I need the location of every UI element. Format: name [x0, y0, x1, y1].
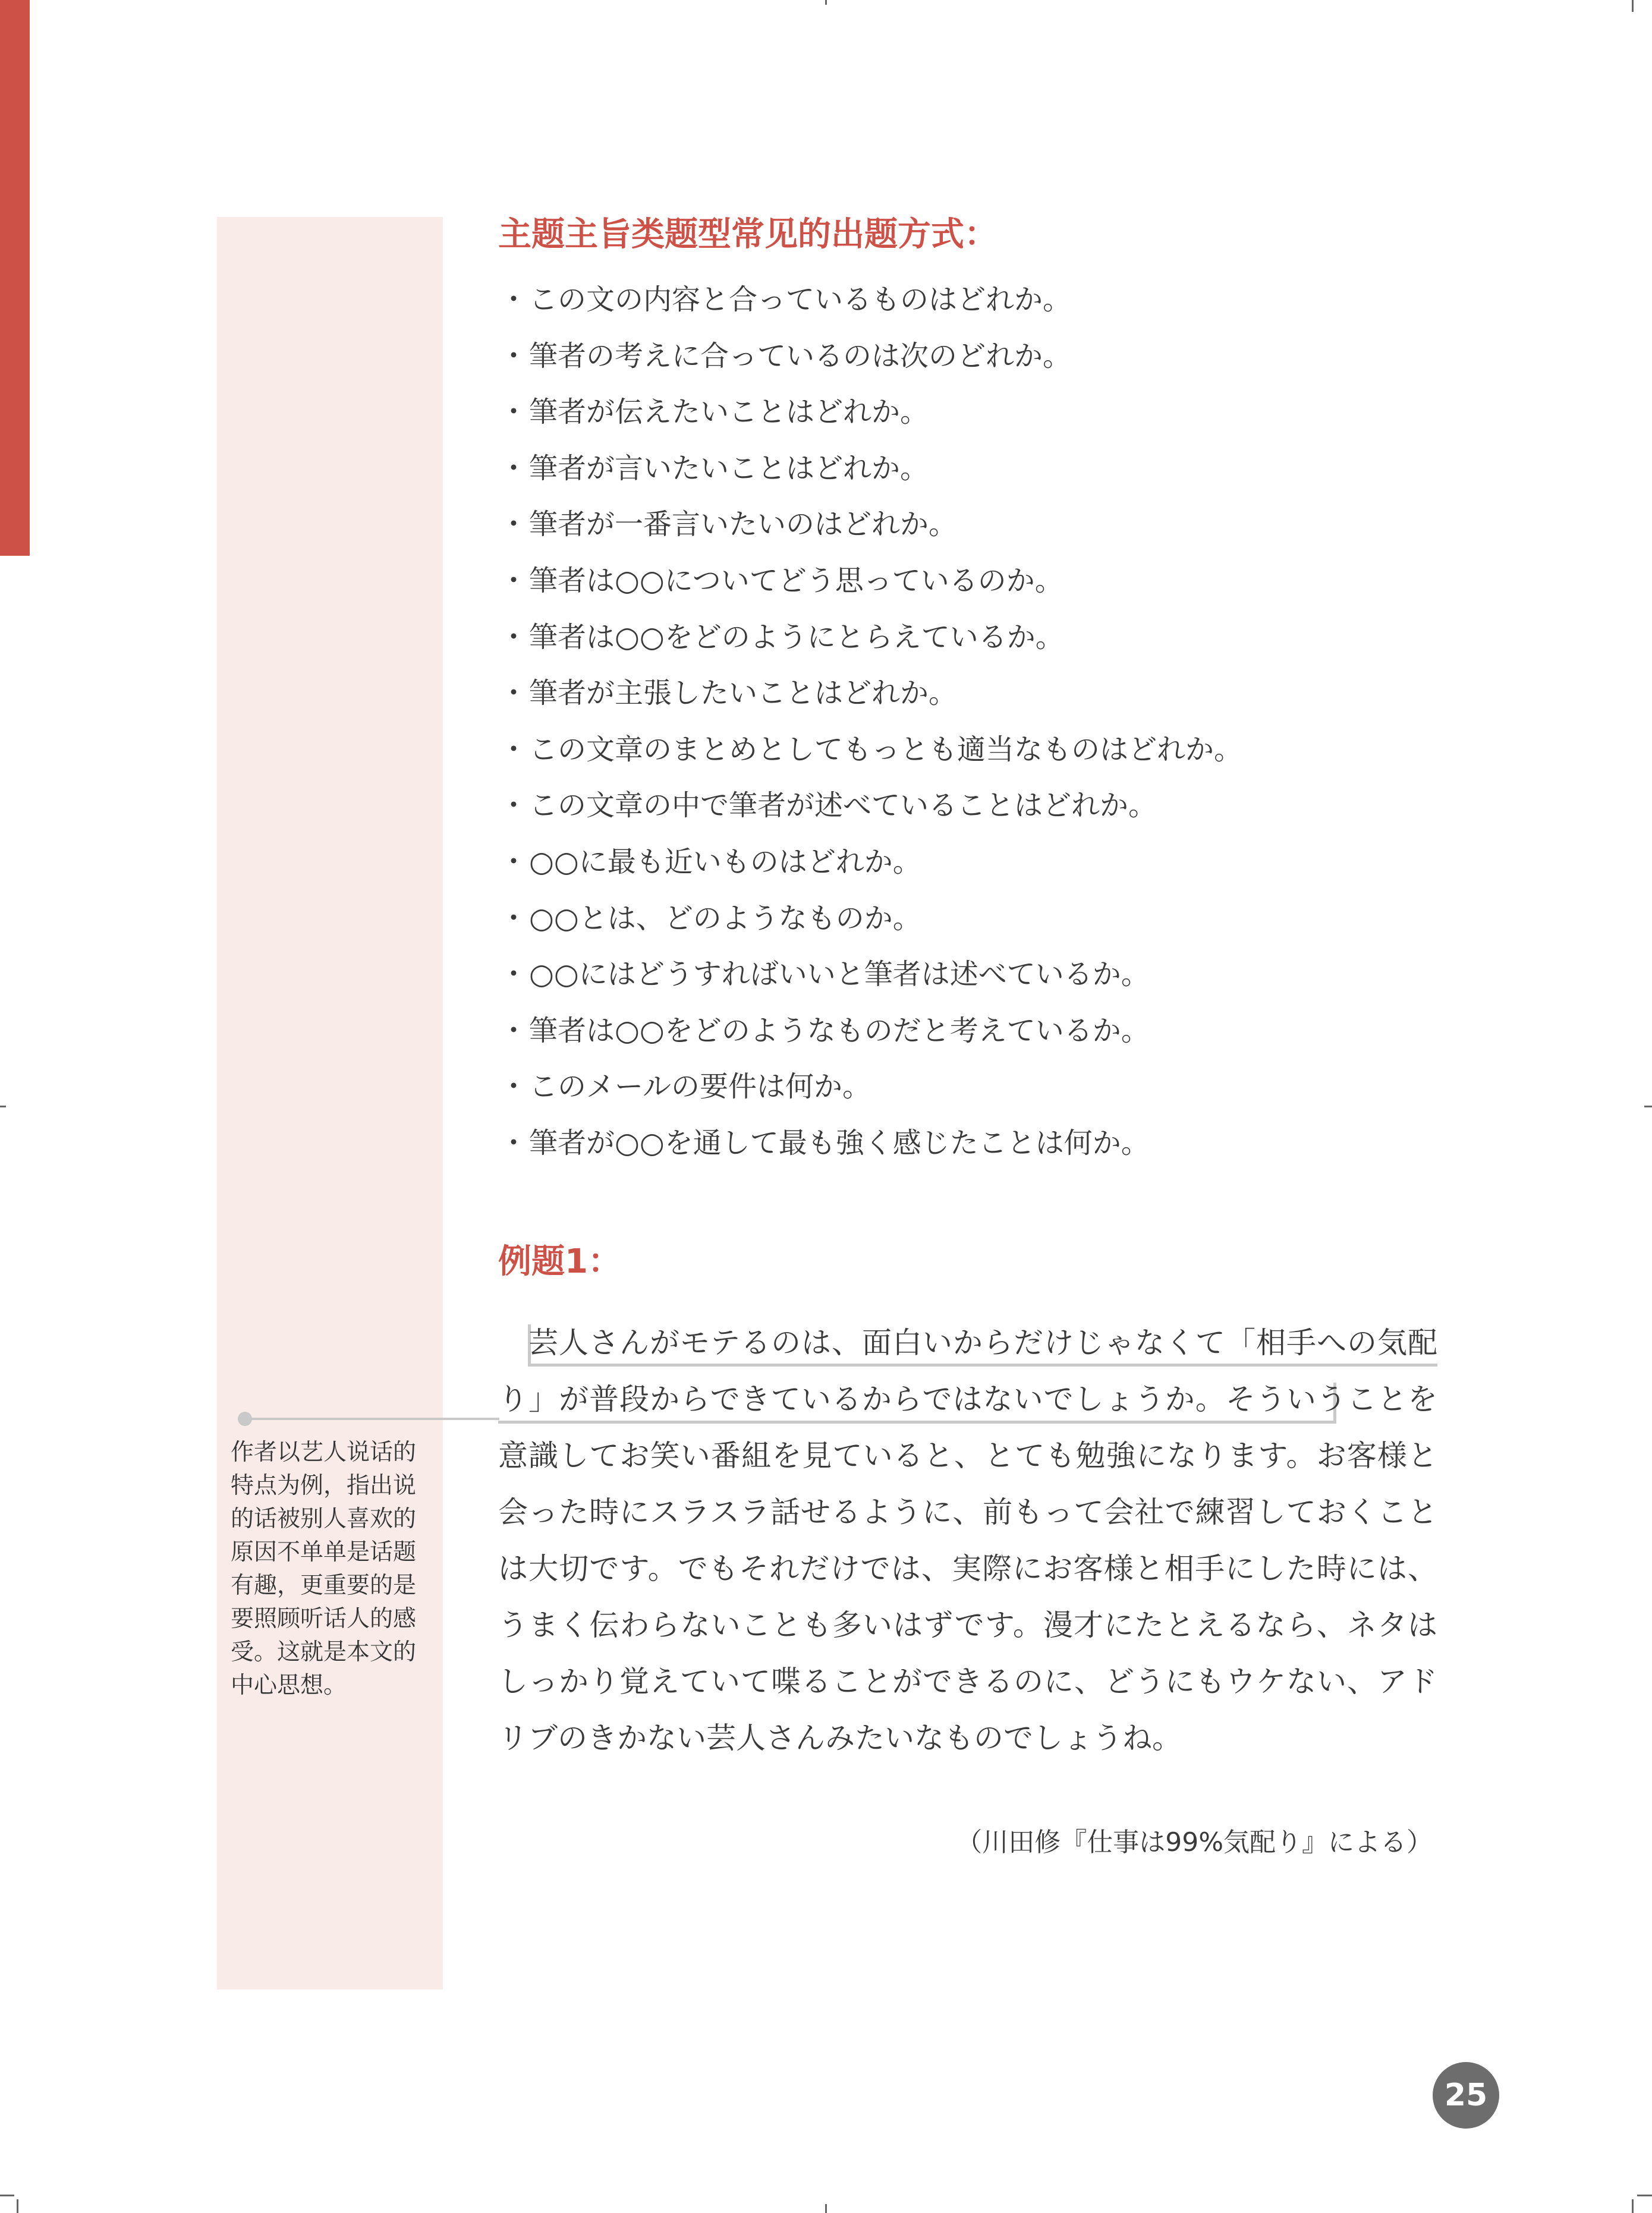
bullet-dot-icon: ・ — [499, 620, 528, 654]
crop-mark — [1644, 1106, 1652, 1107]
question-text: 筆者が言いたいことはどれか。 — [529, 451, 929, 485]
question-text: 筆者が伝えたいことはどれか。 — [529, 395, 929, 429]
crop-mark — [0, 2195, 14, 2196]
question-text: この文の内容と合っているものはどれか。 — [529, 283, 1072, 316]
passage-highlighted-sentence: 芸人さんがモテるのは、面白いからだけじゃなくて「相手への気配り」が普段からできているからではないでしょうか。 — [498, 1326, 1437, 1416]
main-content — [498, 211, 1437, 1286]
bullet-dot-icon: ・ — [499, 676, 528, 710]
question-item — [498, 1115, 1437, 1172]
question-item — [498, 722, 1437, 778]
question-item — [498, 496, 1437, 553]
question-text: このメールの要件は何か。 — [529, 1070, 871, 1104]
question-text: 筆者は○○についてどう思っているのか。 — [529, 564, 1063, 597]
question-text: 筆者は○○をどのようにとらえているか。 — [529, 620, 1064, 654]
question-text: 筆者の考えに合っているのは次のどれか。 — [529, 339, 1072, 373]
question-item — [498, 777, 1437, 834]
question-text: この文章の中で筆者が述べていることはどれか。 — [529, 789, 1157, 823]
example-title: 例题1： — [498, 1242, 621, 1281]
bullet-dot-icon: ・ — [499, 958, 528, 991]
question-item — [498, 609, 1437, 666]
crop-mark — [17, 2199, 18, 2213]
bullet-dot-icon: ・ — [499, 789, 528, 823]
question-text: ○○とは、どのようなものか。 — [529, 901, 921, 935]
question-text: ○○にはどうすればいいと筆者は述べているか。 — [529, 958, 1150, 991]
question-list — [498, 272, 1437, 1172]
question-item — [498, 890, 1437, 947]
question-item — [498, 665, 1437, 722]
question-item — [498, 834, 1437, 890]
example-passage — [498, 1315, 1437, 1767]
bullet-dot-icon: ・ — [499, 508, 528, 542]
question-item — [498, 384, 1437, 440]
bullet-dot-icon: ・ — [499, 1126, 528, 1160]
crop-mark — [825, 2204, 827, 2213]
bullet-dot-icon: ・ — [499, 283, 528, 316]
bullet-dot-icon: ・ — [499, 732, 528, 766]
bullet-dot-icon: ・ — [499, 1070, 528, 1104]
crop-mark — [0, 1106, 6, 1107]
question-item — [498, 328, 1437, 385]
question-text: 筆者が○○を通して最も強く感じたことは何か。 — [529, 1126, 1150, 1160]
question-text: ○○に最も近いものはどれか。 — [529, 845, 921, 879]
question-item — [498, 272, 1437, 328]
passage-body: そういうことを意識してお笑い番組を見ていると、とても勉強になります。お客様と会った時にスラスラ話せるように、前もって会社で練習しておくことは大切です。でもそれだけでは、実際にお客様と相手にした時には、うまく伝わらないことも多いはずです。漫才にたとえるなら、ネタはしっかり覚えていて喋ることができるのに、どうにもウケない、アドリブのきかない芸人さんみたいなものでしょうね。 — [498, 1382, 1438, 1755]
bullet-dot-icon: ・ — [499, 901, 528, 935]
source-citation: （川田修『仕事は99%気配り』による） — [956, 1827, 1433, 1858]
question-text: 筆者は○○をどのようなものだと考えているか。 — [529, 1013, 1150, 1047]
question-text: 筆者が一番言いたいのはどれか。 — [529, 508, 958, 542]
bullet-dot-icon: ・ — [499, 845, 528, 879]
question-text: この文章のまとめとしてもっとも適当なものはどれか。 — [529, 732, 1243, 766]
bullet-dot-icon: ・ — [499, 1013, 528, 1047]
question-item — [498, 1003, 1437, 1059]
annotation-leader-dot — [238, 1412, 252, 1426]
accent-edge-bar — [0, 0, 30, 556]
question-item — [498, 440, 1437, 497]
question-item — [498, 553, 1437, 609]
question-text: 筆者が主張したいことはどれか。 — [529, 676, 958, 710]
annotation-leader-line — [245, 1418, 499, 1420]
bullet-dot-icon: ・ — [499, 564, 528, 597]
section-title: 主题主旨类题型常见的出题方式： — [498, 215, 998, 254]
bullet-dot-icon: ・ — [499, 339, 528, 373]
bullet-dot-icon: ・ — [499, 451, 528, 485]
side-note: 作者以艺人说话的特点为例，指出说的话被别人喜欢的原因不单单是话题有趣，更重要的是要照顾听话人的感受。这就是本文的中心思想。 — [231, 1439, 417, 1699]
question-item — [498, 1059, 1437, 1115]
side-note-panel — [217, 217, 443, 1990]
crop-mark — [1632, 2199, 1634, 2213]
page-number-badge: 25 — [1433, 2062, 1499, 2129]
crop-mark — [1637, 2195, 1652, 2196]
crop-mark — [1632, 0, 1634, 12]
crop-mark — [825, 0, 827, 5]
question-item — [498, 946, 1437, 1003]
bullet-dot-icon: ・ — [499, 395, 528, 429]
